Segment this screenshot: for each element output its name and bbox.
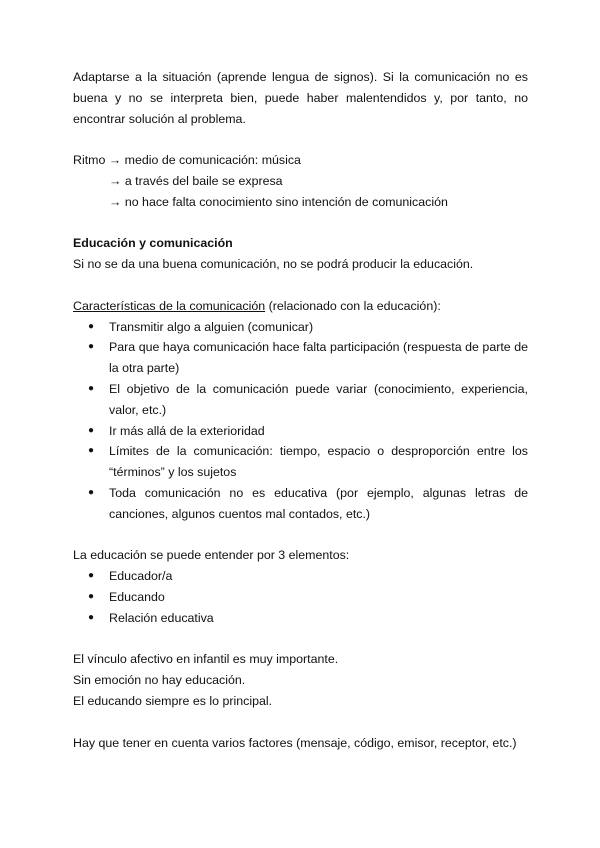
spacer [73,629,528,650]
section-heading: Educación y comunicación [73,236,233,251]
section-intro: Si no se da una buena comunicación, no se podrá producir la educación. [73,257,474,272]
spacer [73,712,528,733]
caracteristicas-title-suffix: (relacionado con la educación): [265,298,441,313]
list-item [73,337,528,379]
bullet-icon: ● [88,611,95,623]
bullet-icon: ● [88,382,95,394]
closing-line-vinculo: El vínculo afectivo en infantil es muy importante. [73,652,339,667]
list-item [73,587,528,608]
list-item-text: Límites de la comunicación: tiempo, espacio o desproporción entre los “términos” y los sujetos [109,444,528,480]
list-item [73,441,528,483]
list-item [73,483,528,525]
elementos-intro: La educación se puede entender por 3 elementos: [73,548,350,563]
bullet-icon: ● [88,486,95,498]
list-item-text: Educador/a [109,569,173,584]
list-item-text: Relación educativa [109,610,214,625]
caracteristicas-title-underlined: Características de la comunicación [73,298,266,313]
paragraph-adaptarse: Adaptarse a la situación (aprende lengua de signos). Si la comunicación no es buena y no se interpreta bien, puede haber malentendidos y, por tanto, no encontrar solución al problema. [73,70,528,126]
spacer [73,275,528,296]
bullet-icon: ● [88,320,95,332]
spacer [73,129,528,150]
spacer [73,213,528,234]
list-item-text: El objetivo de la comunicación puede variar (conocimiento, experiencia, valor, etc.) [109,381,528,417]
list-item [73,421,528,442]
bullet-icon: ● [88,424,95,436]
ritmo-line: Ritmo → medio de comunicación: música [73,153,301,168]
ritmo-subline-intencion: → no hace falta conocimiento sino intención de comunicación [109,194,448,209]
bullet-icon: ● [88,445,95,457]
list-item [73,566,528,587]
list-item [73,317,528,338]
list-item-text: Transmitir algo a alguien (comunicar) [109,319,314,334]
bullet-icon: ● [88,341,95,353]
caracteristicas-list [73,317,528,525]
final-line: Hay que tener en cuenta varios factores (mensaje, código, emisor, receptor, etc.) [73,735,517,750]
closing-line-educando: El educando siempre es lo principal. [73,693,273,708]
elementos-list [73,566,528,628]
list-item [73,379,528,421]
list-item-text: Para que haya comunicación hace falta participación (respuesta de parte de la otra parte) [109,340,528,376]
spacer [73,525,528,546]
bullet-icon: ● [88,590,95,602]
caracteristicas-title [73,296,528,317]
bullet-icon: ● [88,570,95,582]
closing-line-emocion: Sin emoción no hay educación. [73,673,246,688]
list-item-text: Educando [109,589,165,604]
ritmo-subline-baile: → a través del baile se expresa [109,173,283,188]
list-item-text: Ir más allá de la exterioridad [109,423,265,438]
list-item [73,608,528,629]
list-item-text: Toda comunicación no es educativa (por ejemplo, algunas letras de canciones, algunos cuentos mal contados, etc.) [109,485,528,521]
